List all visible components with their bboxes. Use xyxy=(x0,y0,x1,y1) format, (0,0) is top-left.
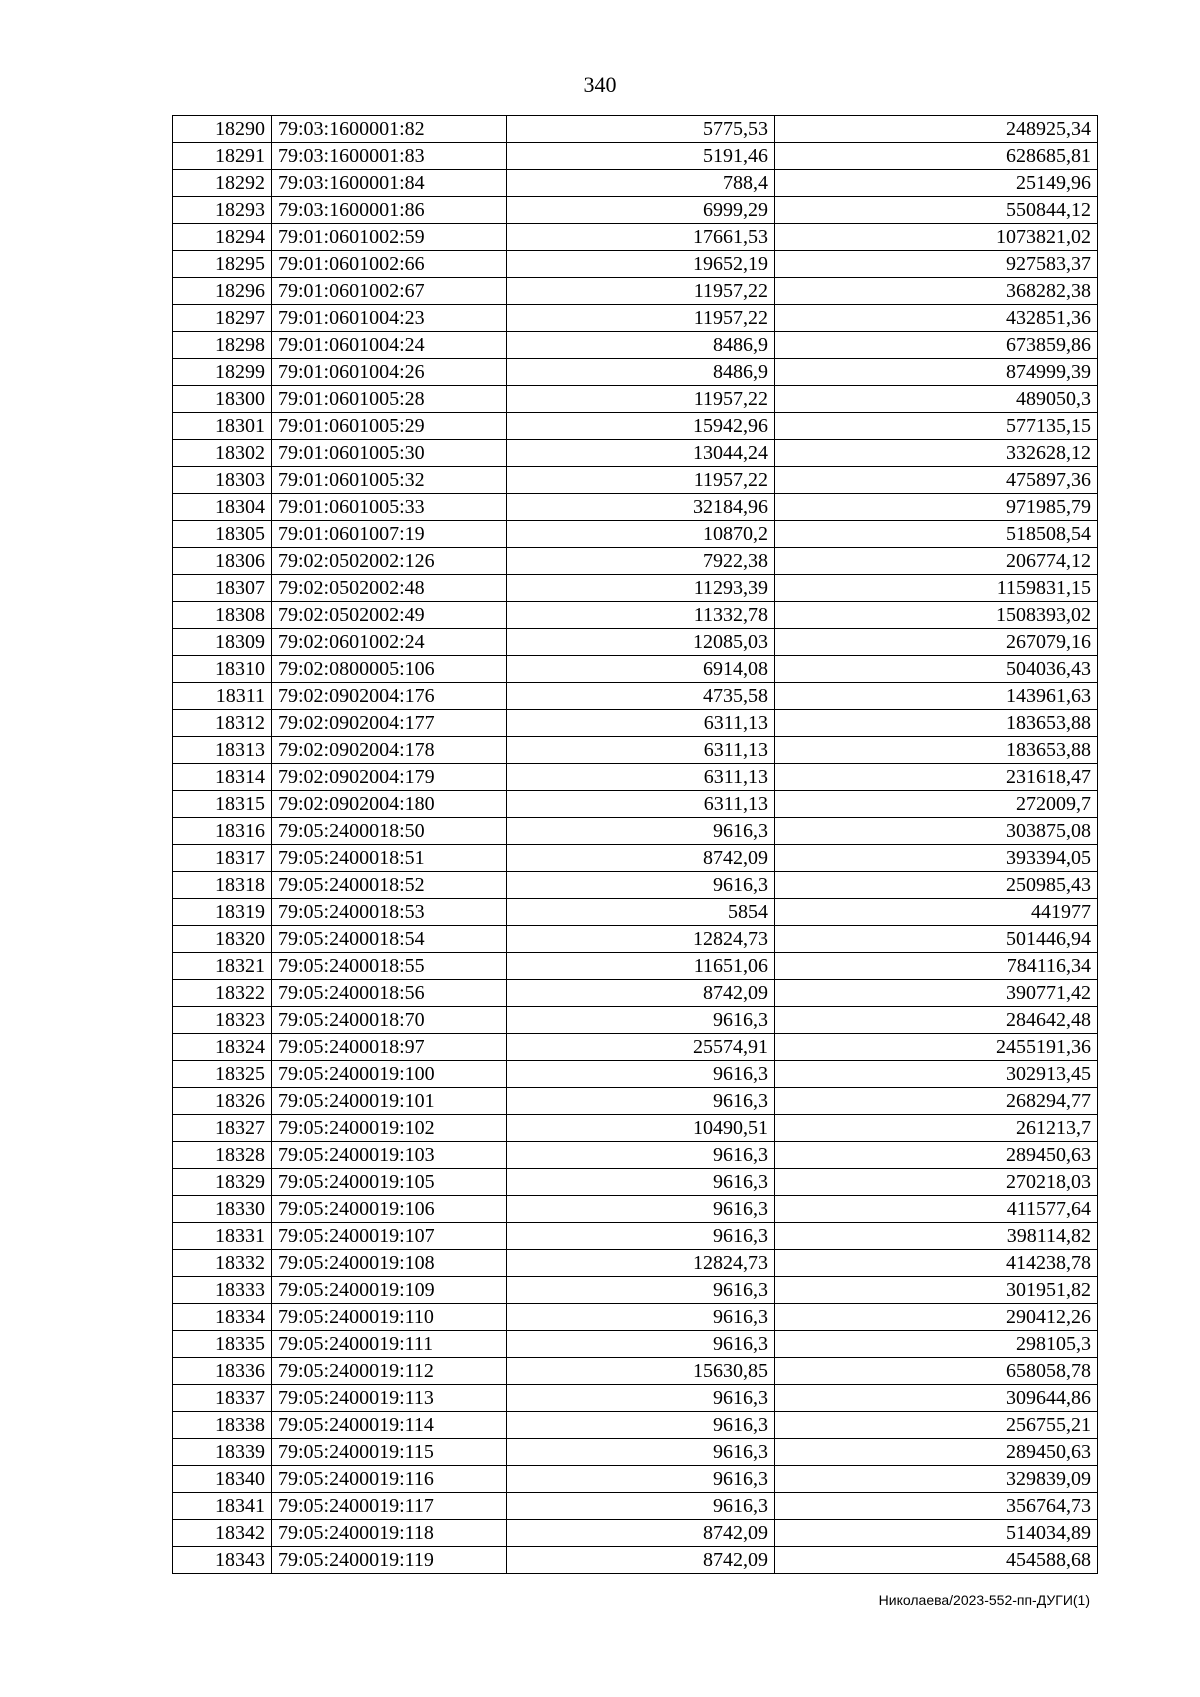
cadastral-number-cell: 79:05:2400018:56 xyxy=(272,980,507,1007)
table-row xyxy=(173,359,1098,386)
total-value-cell: 183653,88 xyxy=(775,737,1098,764)
value-cell: 12085,03 xyxy=(507,629,775,656)
value-cell: 11332,78 xyxy=(507,602,775,629)
row-number-cell: 18312 xyxy=(173,710,272,737)
value-cell: 8742,09 xyxy=(507,1547,775,1574)
row-number-cell: 18341 xyxy=(173,1493,272,1520)
table-row xyxy=(173,1385,1098,1412)
cadastral-number-cell: 79:03:1600001:84 xyxy=(272,170,507,197)
cadastral-number-cell: 79:05:2400019:100 xyxy=(272,1061,507,1088)
table-row xyxy=(173,332,1098,359)
table-row xyxy=(173,764,1098,791)
value-cell: 15942,96 xyxy=(507,413,775,440)
row-number-cell: 18317 xyxy=(173,845,272,872)
value-cell: 9616,3 xyxy=(507,1439,775,1466)
value-cell: 6311,13 xyxy=(507,764,775,791)
total-value-cell: 256755,21 xyxy=(775,1412,1098,1439)
table-row xyxy=(173,1034,1098,1061)
total-value-cell: 454588,68 xyxy=(775,1547,1098,1574)
row-number-cell: 18323 xyxy=(173,1007,272,1034)
cadastral-number-cell: 79:05:2400018:55 xyxy=(272,953,507,980)
value-cell: 11957,22 xyxy=(507,305,775,332)
value-cell: 12824,73 xyxy=(507,1250,775,1277)
value-cell: 19652,19 xyxy=(507,251,775,278)
value-cell: 13044,24 xyxy=(507,440,775,467)
cadastral-number-cell: 79:01:0601004:23 xyxy=(272,305,507,332)
value-cell: 8486,9 xyxy=(507,359,775,386)
value-cell: 9616,3 xyxy=(507,1169,775,1196)
row-number-cell: 18311 xyxy=(173,683,272,710)
cadastral-number-cell: 79:05:2400018:51 xyxy=(272,845,507,872)
row-number-cell: 18324 xyxy=(173,1034,272,1061)
cadastral-number-cell: 79:01:0601005:32 xyxy=(272,467,507,494)
table-row xyxy=(173,575,1098,602)
table-body xyxy=(173,116,1098,1574)
cadastral-number-cell: 79:01:0601005:30 xyxy=(272,440,507,467)
row-number-cell: 18321 xyxy=(173,953,272,980)
table-row xyxy=(173,278,1098,305)
total-value-cell: 398114,82 xyxy=(775,1223,1098,1250)
table-row xyxy=(173,440,1098,467)
value-cell: 6311,13 xyxy=(507,710,775,737)
cadastral-number-cell: 79:02:0502002:48 xyxy=(272,575,507,602)
row-number-cell: 18299 xyxy=(173,359,272,386)
cadastral-number-cell: 79:05:2400019:106 xyxy=(272,1196,507,1223)
row-number-cell: 18328 xyxy=(173,1142,272,1169)
table-row xyxy=(173,413,1098,440)
cadastral-number-cell: 79:05:2400019:112 xyxy=(272,1358,507,1385)
total-value-cell: 206774,12 xyxy=(775,548,1098,575)
cadastral-number-cell: 79:02:0902004:177 xyxy=(272,710,507,737)
table-row xyxy=(173,818,1098,845)
total-value-cell: 411577,64 xyxy=(775,1196,1098,1223)
row-number-cell: 18300 xyxy=(173,386,272,413)
data-table xyxy=(172,115,1098,1574)
value-cell: 9616,3 xyxy=(507,1142,775,1169)
total-value-cell: 289450,63 xyxy=(775,1439,1098,1466)
value-cell: 11293,39 xyxy=(507,575,775,602)
total-value-cell: 261213,7 xyxy=(775,1115,1098,1142)
cadastral-number-cell: 79:05:2400019:111 xyxy=(272,1331,507,1358)
row-number-cell: 18340 xyxy=(173,1466,272,1493)
row-number-cell: 18307 xyxy=(173,575,272,602)
value-cell: 12824,73 xyxy=(507,926,775,953)
cadastral-number-cell: 79:05:2400019:118 xyxy=(272,1520,507,1547)
row-number-cell: 18333 xyxy=(173,1277,272,1304)
total-value-cell: 784116,34 xyxy=(775,953,1098,980)
row-number-cell: 18329 xyxy=(173,1169,272,1196)
cadastral-number-cell: 79:01:0601002:66 xyxy=(272,251,507,278)
row-number-cell: 18290 xyxy=(173,116,272,143)
cadastral-number-cell: 79:01:0601007:19 xyxy=(272,521,507,548)
total-value-cell: 270218,03 xyxy=(775,1169,1098,1196)
value-cell: 9616,3 xyxy=(507,1493,775,1520)
total-value-cell: 504036,43 xyxy=(775,656,1098,683)
row-number-cell: 18325 xyxy=(173,1061,272,1088)
row-number-cell: 18313 xyxy=(173,737,272,764)
value-cell: 9616,3 xyxy=(507,1277,775,1304)
table-row xyxy=(173,1250,1098,1277)
cadastral-number-cell: 79:03:1600001:82 xyxy=(272,116,507,143)
total-value-cell: 356764,73 xyxy=(775,1493,1098,1520)
total-value-cell: 2455191,36 xyxy=(775,1034,1098,1061)
table-row xyxy=(173,1439,1098,1466)
total-value-cell: 927583,37 xyxy=(775,251,1098,278)
table-row xyxy=(173,143,1098,170)
total-value-cell: 1159831,15 xyxy=(775,575,1098,602)
total-value-cell: 518508,54 xyxy=(775,521,1098,548)
page-number: 340 xyxy=(583,72,617,97)
cadastral-number-cell: 79:01:0601002:59 xyxy=(272,224,507,251)
cadastral-number-cell: 79:05:2400018:97 xyxy=(272,1034,507,1061)
cadastral-number-cell: 79:01:0601005:29 xyxy=(272,413,507,440)
total-value-cell: 628685,81 xyxy=(775,143,1098,170)
cadastral-number-cell: 79:02:0800005:106 xyxy=(272,656,507,683)
total-value-cell: 250985,43 xyxy=(775,872,1098,899)
row-number-cell: 18335 xyxy=(173,1331,272,1358)
cadastral-number-cell: 79:05:2400019:116 xyxy=(272,1466,507,1493)
cadastral-number-cell: 79:01:0601002:67 xyxy=(272,278,507,305)
value-cell: 9616,3 xyxy=(507,1007,775,1034)
value-cell: 8742,09 xyxy=(507,980,775,1007)
value-cell: 11957,22 xyxy=(507,467,775,494)
table-row xyxy=(173,305,1098,332)
table-row xyxy=(173,656,1098,683)
cadastral-number-cell: 79:01:0601005:28 xyxy=(272,386,507,413)
total-value-cell: 309644,86 xyxy=(775,1385,1098,1412)
table-row xyxy=(173,791,1098,818)
row-number-cell: 18295 xyxy=(173,251,272,278)
total-value-cell: 971985,79 xyxy=(775,494,1098,521)
table-row xyxy=(173,467,1098,494)
cadastral-number-cell: 79:05:2400019:108 xyxy=(272,1250,507,1277)
cadastral-number-cell: 79:05:2400019:119 xyxy=(272,1547,507,1574)
table-row xyxy=(173,386,1098,413)
value-cell: 9616,3 xyxy=(507,1088,775,1115)
cadastral-number-cell: 79:02:0502002:49 xyxy=(272,602,507,629)
value-cell: 8486,9 xyxy=(507,332,775,359)
total-value-cell: 441977 xyxy=(775,899,1098,926)
value-cell: 11957,22 xyxy=(507,278,775,305)
cadastral-number-cell: 79:01:0601004:24 xyxy=(272,332,507,359)
value-cell: 9616,3 xyxy=(507,1466,775,1493)
row-number-cell: 18316 xyxy=(173,818,272,845)
total-value-cell: 289450,63 xyxy=(775,1142,1098,1169)
row-number-cell: 18339 xyxy=(173,1439,272,1466)
cadastral-number-cell: 79:05:2400019:102 xyxy=(272,1115,507,1142)
cadastral-number-cell: 79:05:2400019:114 xyxy=(272,1412,507,1439)
table-row xyxy=(173,1277,1098,1304)
row-number-cell: 18304 xyxy=(173,494,272,521)
table-row xyxy=(173,737,1098,764)
cadastral-number-cell: 79:05:2400019:113 xyxy=(272,1385,507,1412)
value-cell: 25574,91 xyxy=(507,1034,775,1061)
row-number-cell: 18310 xyxy=(173,656,272,683)
document-footer: Николаева/2023-552-пп-ДУГИ(1) xyxy=(878,1592,1090,1608)
row-number-cell: 18338 xyxy=(173,1412,272,1439)
table-row xyxy=(173,1547,1098,1574)
table-row xyxy=(173,1493,1098,1520)
total-value-cell: 329839,09 xyxy=(775,1466,1098,1493)
cadastral-number-cell: 79:05:2400019:109 xyxy=(272,1277,507,1304)
row-number-cell: 18332 xyxy=(173,1250,272,1277)
value-cell: 9616,3 xyxy=(507,1385,775,1412)
value-cell: 5191,46 xyxy=(507,143,775,170)
cadastral-number-cell: 79:05:2400018:70 xyxy=(272,1007,507,1034)
table-row xyxy=(173,521,1098,548)
table-row xyxy=(173,629,1098,656)
table-row xyxy=(173,1358,1098,1385)
table-row xyxy=(173,1061,1098,1088)
table-row xyxy=(173,953,1098,980)
cadastral-number-cell: 79:01:0601004:26 xyxy=(272,359,507,386)
cadastral-number-cell: 79:05:2400018:54 xyxy=(272,926,507,953)
row-number-cell: 18342 xyxy=(173,1520,272,1547)
total-value-cell: 248925,34 xyxy=(775,116,1098,143)
value-cell: 4735,58 xyxy=(507,683,775,710)
table-row xyxy=(173,170,1098,197)
cadastral-number-cell: 79:05:2400019:101 xyxy=(272,1088,507,1115)
total-value-cell: 1508393,02 xyxy=(775,602,1098,629)
value-cell: 8742,09 xyxy=(507,845,775,872)
total-value-cell: 577135,15 xyxy=(775,413,1098,440)
total-value-cell: 303875,08 xyxy=(775,818,1098,845)
table-row xyxy=(173,1169,1098,1196)
row-number-cell: 18301 xyxy=(173,413,272,440)
row-number-cell: 18327 xyxy=(173,1115,272,1142)
row-number-cell: 18302 xyxy=(173,440,272,467)
value-cell: 6914,08 xyxy=(507,656,775,683)
table-row xyxy=(173,1412,1098,1439)
table-row xyxy=(173,1142,1098,1169)
row-number-cell: 18330 xyxy=(173,1196,272,1223)
table-row xyxy=(173,548,1098,575)
table-row xyxy=(173,1304,1098,1331)
cadastral-number-cell: 79:02:0902004:180 xyxy=(272,791,507,818)
value-cell: 11651,06 xyxy=(507,953,775,980)
table-row xyxy=(173,899,1098,926)
total-value-cell: 432851,36 xyxy=(775,305,1098,332)
cadastral-number-cell: 79:03:1600001:86 xyxy=(272,197,507,224)
total-value-cell: 272009,7 xyxy=(775,791,1098,818)
table-row xyxy=(173,1196,1098,1223)
cadastral-number-cell: 79:05:2400019:110 xyxy=(272,1304,507,1331)
cadastral-number-cell: 79:01:0601005:33 xyxy=(272,494,507,521)
value-cell: 6999,29 xyxy=(507,197,775,224)
total-value-cell: 874999,39 xyxy=(775,359,1098,386)
cadastral-number-cell: 79:03:1600001:83 xyxy=(272,143,507,170)
row-number-cell: 18331 xyxy=(173,1223,272,1250)
total-value-cell: 25149,96 xyxy=(775,170,1098,197)
row-number-cell: 18322 xyxy=(173,980,272,1007)
value-cell: 9616,3 xyxy=(507,1412,775,1439)
table-row xyxy=(173,1520,1098,1547)
total-value-cell: 284642,48 xyxy=(775,1007,1098,1034)
table-row xyxy=(173,494,1098,521)
row-number-cell: 18314 xyxy=(173,764,272,791)
table-row xyxy=(173,872,1098,899)
row-number-cell: 18309 xyxy=(173,629,272,656)
value-cell: 5775,53 xyxy=(507,116,775,143)
total-value-cell: 393394,05 xyxy=(775,845,1098,872)
total-value-cell: 298105,3 xyxy=(775,1331,1098,1358)
total-value-cell: 489050,3 xyxy=(775,386,1098,413)
total-value-cell: 290412,26 xyxy=(775,1304,1098,1331)
table-row xyxy=(173,926,1098,953)
value-cell: 5854 xyxy=(507,899,775,926)
total-value-cell: 231618,47 xyxy=(775,764,1098,791)
cadastral-number-cell: 79:05:2400019:105 xyxy=(272,1169,507,1196)
total-value-cell: 301951,82 xyxy=(775,1277,1098,1304)
total-value-cell: 673859,86 xyxy=(775,332,1098,359)
table-row xyxy=(173,602,1098,629)
total-value-cell: 501446,94 xyxy=(775,926,1098,953)
row-number-cell: 18292 xyxy=(173,170,272,197)
value-cell: 7922,38 xyxy=(507,548,775,575)
value-cell: 11957,22 xyxy=(507,386,775,413)
value-cell: 17661,53 xyxy=(507,224,775,251)
cadastral-number-cell: 79:02:0902004:176 xyxy=(272,683,507,710)
value-cell: 8742,09 xyxy=(507,1520,775,1547)
value-cell: 10870,2 xyxy=(507,521,775,548)
table-row xyxy=(173,251,1098,278)
cadastral-number-cell: 79:02:0601002:24 xyxy=(272,629,507,656)
row-number-cell: 18293 xyxy=(173,197,272,224)
total-value-cell: 267079,16 xyxy=(775,629,1098,656)
row-number-cell: 18296 xyxy=(173,278,272,305)
table-row xyxy=(173,1466,1098,1493)
value-cell: 9616,3 xyxy=(507,1331,775,1358)
value-cell: 9616,3 xyxy=(507,1196,775,1223)
table-row xyxy=(173,1223,1098,1250)
value-cell: 6311,13 xyxy=(507,737,775,764)
value-cell: 6311,13 xyxy=(507,791,775,818)
row-number-cell: 18336 xyxy=(173,1358,272,1385)
table-row xyxy=(173,845,1098,872)
table-row xyxy=(173,116,1098,143)
value-cell: 788,4 xyxy=(507,170,775,197)
table-row xyxy=(173,1115,1098,1142)
row-number-cell: 18343 xyxy=(173,1547,272,1574)
row-number-cell: 18306 xyxy=(173,548,272,575)
row-number-cell: 18315 xyxy=(173,791,272,818)
table-row xyxy=(173,1088,1098,1115)
table-row xyxy=(173,1007,1098,1034)
total-value-cell: 475897,36 xyxy=(775,467,1098,494)
cadastral-number-cell: 79:05:2400019:117 xyxy=(272,1493,507,1520)
total-value-cell: 414238,78 xyxy=(775,1250,1098,1277)
total-value-cell: 183653,88 xyxy=(775,710,1098,737)
row-number-cell: 18318 xyxy=(173,872,272,899)
row-number-cell: 18320 xyxy=(173,926,272,953)
cadastral-number-cell: 79:02:0902004:178 xyxy=(272,737,507,764)
row-number-cell: 18294 xyxy=(173,224,272,251)
value-cell: 9616,3 xyxy=(507,1304,775,1331)
value-cell: 9616,3 xyxy=(507,818,775,845)
row-number-cell: 18337 xyxy=(173,1385,272,1412)
row-number-cell: 18334 xyxy=(173,1304,272,1331)
row-number-cell: 18326 xyxy=(173,1088,272,1115)
row-number-cell: 18303 xyxy=(173,467,272,494)
total-value-cell: 1073821,02 xyxy=(775,224,1098,251)
total-value-cell: 143961,63 xyxy=(775,683,1098,710)
cadastral-number-cell: 79:05:2400018:53 xyxy=(272,899,507,926)
table-row xyxy=(173,980,1098,1007)
table-row xyxy=(173,197,1098,224)
value-cell: 15630,85 xyxy=(507,1358,775,1385)
total-value-cell: 268294,77 xyxy=(775,1088,1098,1115)
table-row xyxy=(173,1331,1098,1358)
table-row xyxy=(173,683,1098,710)
row-number-cell: 18298 xyxy=(173,332,272,359)
total-value-cell: 390771,42 xyxy=(775,980,1098,1007)
table-row xyxy=(173,710,1098,737)
cadastral-number-cell: 79:05:2400019:115 xyxy=(272,1439,507,1466)
cadastral-number-cell: 79:02:0902004:179 xyxy=(272,764,507,791)
table-row xyxy=(173,224,1098,251)
value-cell: 9616,3 xyxy=(507,1061,775,1088)
cadastral-number-cell: 79:05:2400018:50 xyxy=(272,818,507,845)
total-value-cell: 332628,12 xyxy=(775,440,1098,467)
value-cell: 9616,3 xyxy=(507,1223,775,1250)
value-cell: 9616,3 xyxy=(507,872,775,899)
cadastral-number-cell: 79:02:0502002:126 xyxy=(272,548,507,575)
row-number-cell: 18297 xyxy=(173,305,272,332)
total-value-cell: 302913,45 xyxy=(775,1061,1098,1088)
cadastral-number-cell: 79:05:2400019:103 xyxy=(272,1142,507,1169)
value-cell: 10490,51 xyxy=(507,1115,775,1142)
total-value-cell: 514034,89 xyxy=(775,1520,1098,1547)
cadastral-number-cell: 79:05:2400018:52 xyxy=(272,872,507,899)
total-value-cell: 658058,78 xyxy=(775,1358,1098,1385)
row-number-cell: 18291 xyxy=(173,143,272,170)
row-number-cell: 18308 xyxy=(173,602,272,629)
value-cell: 32184,96 xyxy=(507,494,775,521)
row-number-cell: 18305 xyxy=(173,521,272,548)
cadastral-number-cell: 79:05:2400019:107 xyxy=(272,1223,507,1250)
total-value-cell: 550844,12 xyxy=(775,197,1098,224)
row-number-cell: 18319 xyxy=(173,899,272,926)
total-value-cell: 368282,38 xyxy=(775,278,1098,305)
